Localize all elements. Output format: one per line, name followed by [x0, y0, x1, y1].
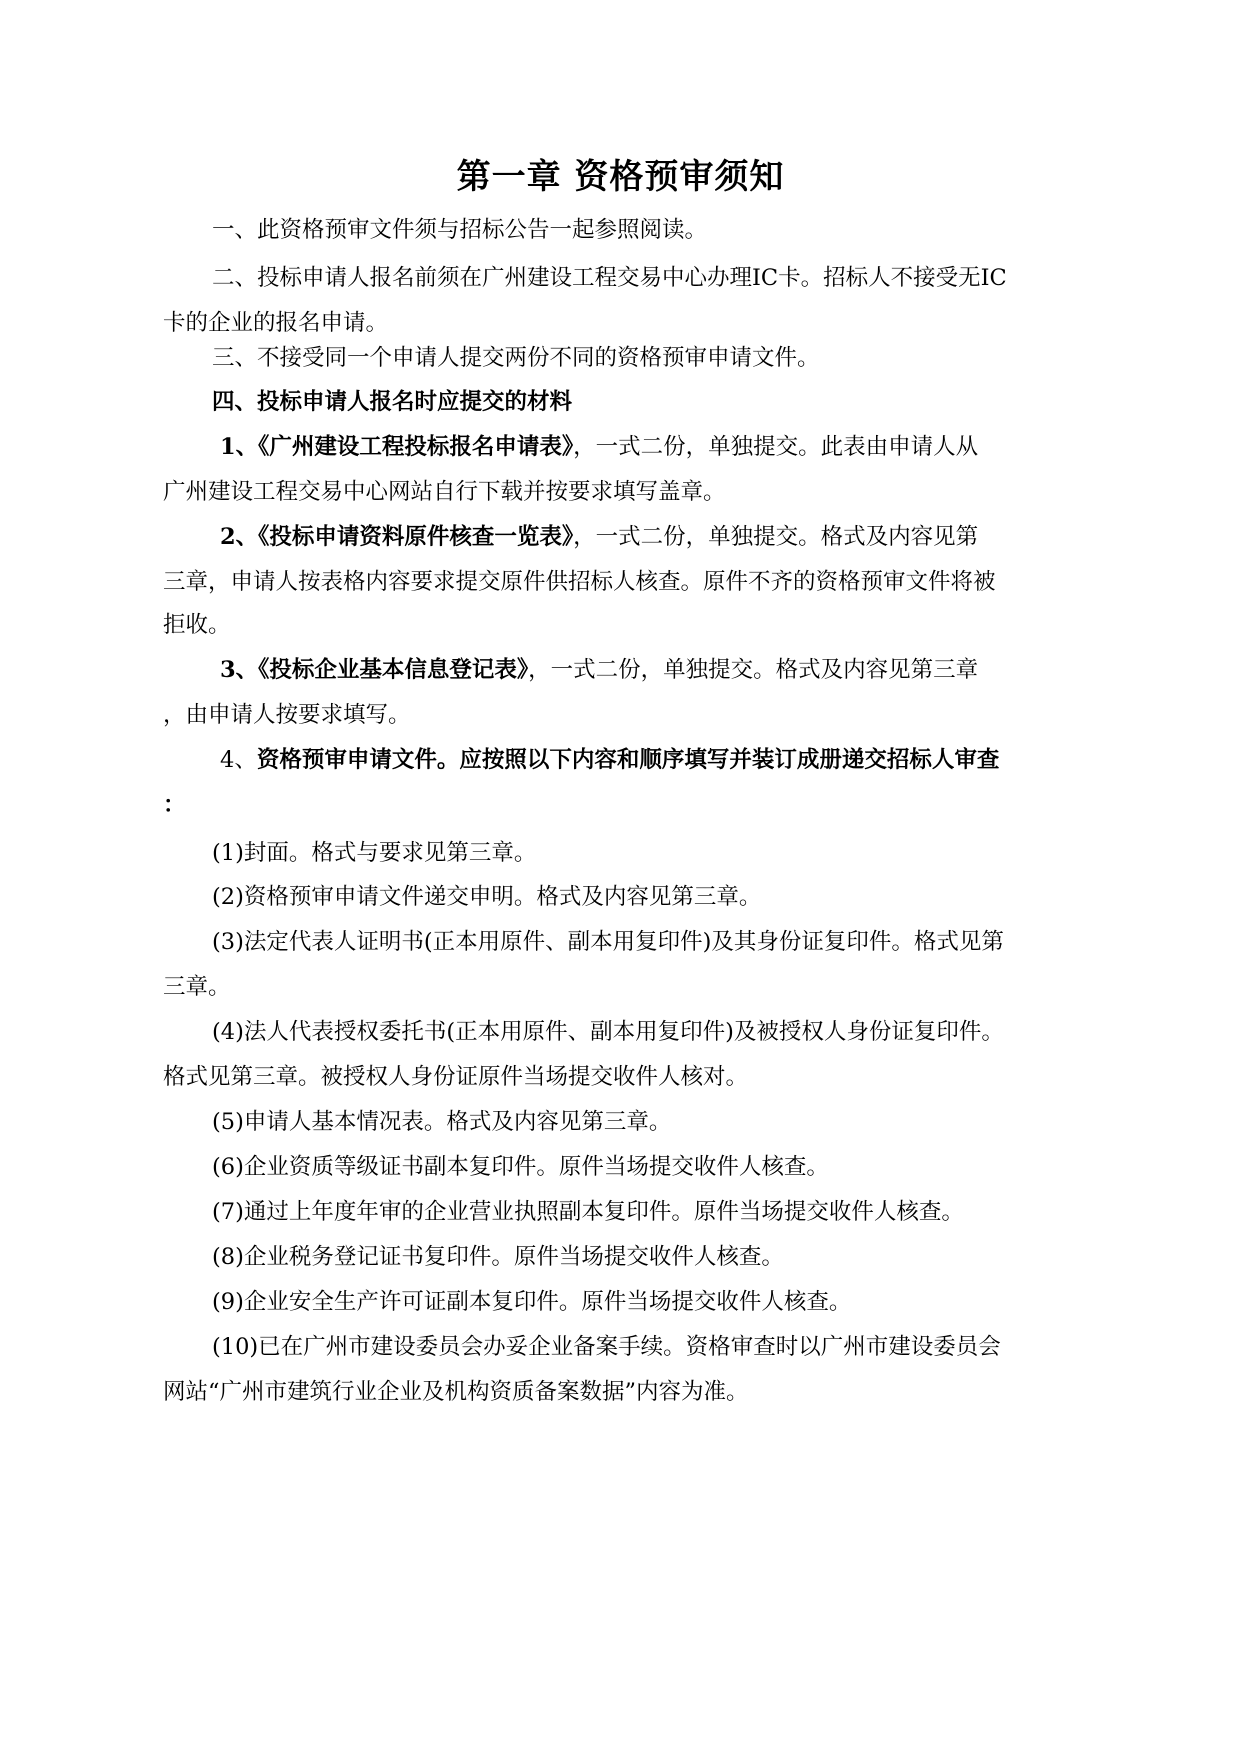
list-item-3-line-1: (3)法定代表人证明书(正本用原件、副本用复印件)及其身份证复印件。格式见第 — [212, 929, 1004, 955]
list-item-4-line-2: 格式见第三章。被授权人身份证原件当场提交收件人核对。 — [163, 1064, 749, 1090]
list-item-10-line-1: (10)已在广州市建设委员会办妥企业备案手续。资格审查时以广州市建设委员会 — [212, 1334, 1001, 1360]
item-4-line-2: ： — [163, 792, 186, 818]
list-item-1: (1)封面。格式与要求见第三章。 — [212, 840, 537, 866]
paragraph-2-line-2: 卡的企业的报名申请。 — [163, 310, 389, 336]
item-2-line-3: 拒收。 — [163, 612, 231, 638]
item-3-form-name: 3、《投标企业基本信息登记表》 — [220, 657, 529, 683]
item-4-heading: 资格预审申请文件。应按照以下内容和顺序填写并装订成册递交招标人审查 — [256, 747, 1000, 773]
item-1-form-name: 1、《广州建设工程投标报名申请表》 — [220, 434, 574, 460]
item-2-text: ，一式二份，单独提交。格式及内容见第 — [573, 524, 979, 550]
item-2-line-2: 三章，申请人按表格内容要求提交原件供招标人核查。原件不齐的资格预审文件将被 — [163, 569, 996, 595]
list-item-7: (7)通过上年度年审的企业营业执照副本复印件。原件当场提交收件人核查。 — [212, 1199, 964, 1225]
item-1-line-2: 广州建设工程交易中心网站自行下载并按要求填写盖章。 — [163, 479, 726, 505]
chapter-title: 第一章 资格预审须知 — [456, 157, 785, 197]
item-4-number: 4、 — [220, 747, 257, 773]
item-3-line-1 — [220, 645, 1140, 695]
list-item-10-line-2: 网站“广州市建筑行业企业及机构资质备案数据”内容为准。 — [163, 1379, 749, 1405]
section-heading-materials: 四、投标申请人报名时应提交的材料 — [212, 389, 573, 415]
list-item-5: (5)申请人基本情况表。格式及内容见第三章。 — [212, 1109, 672, 1135]
paragraph-2-line-1: 二、投标申请人报名前须在广州建设工程交易中心办理IC卡。招标人不接受无IC — [212, 265, 1007, 291]
item-2-form-name: 2、《投标申请资料原件核查一览表》 — [220, 524, 574, 550]
list-item-2: (2)资格预审申请文件递交申明。格式及内容见第三章。 — [212, 884, 762, 910]
list-item-8: (8)企业税务登记证书复印件。原件当场提交收件人核查。 — [212, 1244, 784, 1270]
list-item-9: (9)企业安全生产许可证副本复印件。原件当场提交收件人核查。 — [212, 1289, 852, 1315]
list-item-3-line-2: 三章。 — [163, 974, 231, 1000]
list-item-4-line-1: (4)法人代表授权委托书(正本用原件、副本用复印件)及被授权人身份证复印件。 — [212, 1019, 1004, 1045]
item-3-text: ，一式二份，单独提交。格式及内容见第三章 — [528, 657, 979, 683]
list-item-6: (6)企业资质等级证书副本复印件。原件当场提交收件人核查。 — [212, 1154, 829, 1180]
paragraph-3: 三、不接受同一个申请人提交两份不同的资格预审申请文件。 — [212, 345, 820, 371]
item-3-line-2: ，由申请人按要求填写。 — [163, 702, 411, 728]
paragraph-1: 一、此资格预审文件须与招标公告一起参照阅读。 — [212, 217, 708, 243]
item-1-line-1 — [220, 422, 1140, 472]
item-1-text: ，一式二份，单独提交。此表由申请人从 — [573, 434, 979, 460]
item-4-line-1 — [220, 735, 1140, 785]
item-2-line-1 — [220, 512, 1140, 562]
